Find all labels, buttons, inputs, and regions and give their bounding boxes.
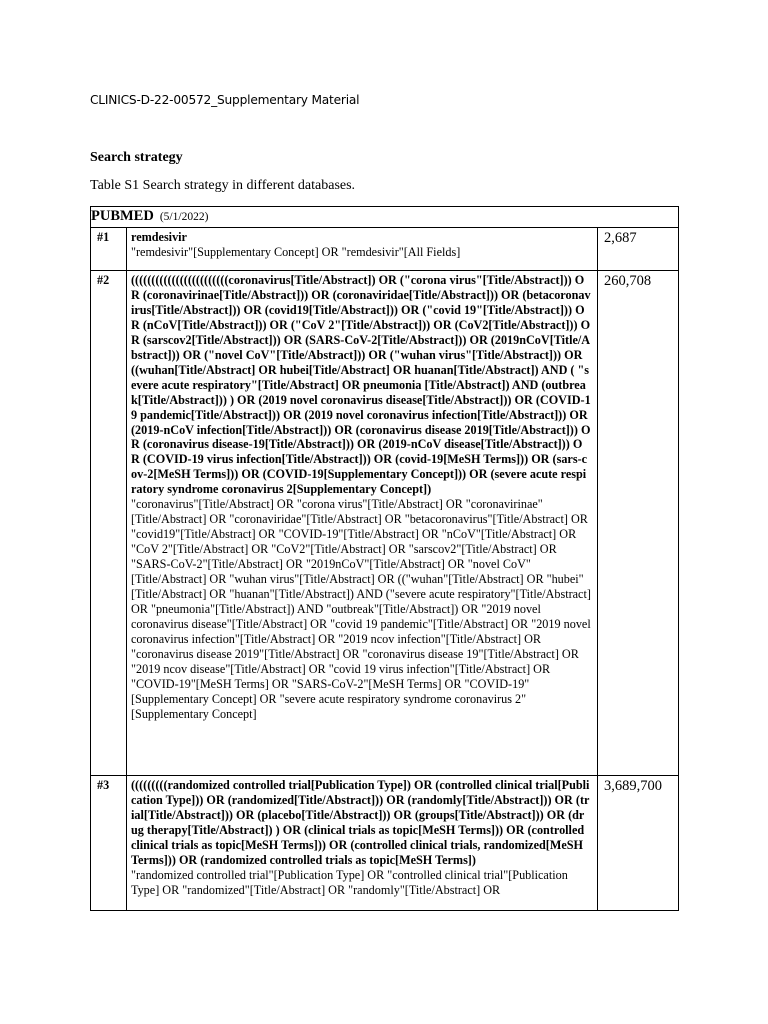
- table-header-row: [91, 207, 679, 228]
- section-heading: Search strategy: [90, 150, 183, 165]
- query-plain-text: "coronavirus"[Title/Abstract] OR "corona virus"[Title/Abstract] OR "coronavirinae"[Title/Abstract] OR "coronaviridae"[Title/Abstract] OR "betacoronavirus"[Title/Abstract] OR "covid19"[Title/Abstract] OR "COVID-19"[Title/Abstract] OR "nCoV"[Title/Abstract] OR "CoV 2"[Title/Abstract] OR "CoV2"[Title/Abstract] OR "sarscov2"[Title/Abstract] OR "SARS-CoV-2"[Title/Abstract] OR "2019nCoV"[Title/Abstract] OR "novel CoV"[Title/Abstract] OR "wuhan virus"[Title/Abstract] OR (("wuhan"[Title/Abstract] OR "hubei"[Title/Abstract] OR "huanan"[Title/Abstract]) AND ("severe acute respiratory"[Title/Abstract] OR "pneumonia"[Title/Abstract]) AND "outbreak"[Title/Abstract]) OR "2019 novel coronavirus disease"[Title/Abstract] OR "covid 19 pandemic"[Title/Abstract] OR "2019 novel coronavirus infection"[Title/Abstract] OR "2019 ncov infection"[Title/Abstract] OR "coronavirus disease 2019"[Title/Abstract] OR "coronavirus disease 19"[Title/Abstract] OR "2019 ncov disease"[Title/Abstract] OR "covid 19 virus infection"[Title/Abstract] OR "COVID-19"[MeSH Terms] OR "SARS-CoV-2"[MeSH Terms] OR "COVID-19"[Supplementary Concept] OR "severe acute respiratory syndrome coronavirus 2"[Supplementary Concept]: [131, 497, 591, 721]
- query-bold-text: (((((((((randomized controlled trial[Publication Type]) OR (controlled clinical trial[Publication Type])) OR (randomized[Title/Abstract])) OR (randomly[Title/Abstract])) OR (trial[Title/Abstract])) OR (placebo[Title/Abstract])) OR (groups[Title/Abstract])) OR (drug therapy[Title/Abstract]) ) OR (clinical trials as topic[MeSH Terms])) OR (controlled clinical trials as topic[MeSH Terms])) OR (controlled clinical trials, randomized[MeSH Terms])) OR (randomized controlled trials as topic[MeSH Terms]): [131, 778, 590, 867]
- step-number: #2: [91, 271, 127, 776]
- result-count: 2,687: [598, 228, 679, 271]
- query-cell: [127, 776, 598, 911]
- query-bold-text: ((((((((((((((((((((((((coronavirus[Title/Abstract]) OR ("corona virus"[Title/Abstract])) OR (coronavirinae[Title/Abstract])) OR (coronaviridae[Title/Abstract])) OR (betacoronavirus[Title/Abstract])) OR (covid19[Title/Abstract])) OR ("covid 19"[Title/Abstract])) OR (nCoV[Title/Abstract])) OR ("CoV 2"[Title/Abstract])) OR (CoV2[Title/Abstract])) OR (sarscov2[Title/Abstract])) OR (SARS-CoV-2[Title/Abstract])) OR (2019nCoV[Title/Abstract])) OR ("novel CoV"[Title/Abstract])) OR ("wuhan virus"[Title/Abstract])) OR ((wuhan[Title/Abstract] OR hubei[Title/Abstract] OR huanan[Title/Abstract]) AND ( "severe acute respiratory"[Title/Abstract] OR pneumonia [Title/Abstract]) AND (outbreak[Title/Abstract])) ) OR (2019 novel coronavirus disease[Title/Abstract])) OR (COVID-19 pandemic[Title/Abstract])) OR (2019 novel coronavirus infection[Title/Abstract])) OR (2019-nCoV infection[Title/Abstract])) OR (coronavirus disease 2019[Title/Abstract])) OR (coronavirus disease-19[Title/Abstract])) OR (2019-nCoV disease[Title/Abstract])) OR (COVID-19 virus infection[Title/Abstract])) OR (covid-19[MeSH Terms])) OR (sars-cov-2[MeSH Terms])) OR (COVID-19[Supplementary Concept])) OR (severe acute respiratory syndrome coronavirus 2[Supplementary Concept]): [131, 273, 591, 497]
- table-caption: Table S1 Search strategy in different databases.: [90, 178, 356, 193]
- table-row: [91, 228, 679, 271]
- result-count: 3,689,700: [598, 776, 679, 911]
- query-bold-text: remdesivir: [131, 230, 187, 244]
- database-name: PUBMED: [91, 208, 154, 224]
- document-id: CLINICS-D-22-00572_Supplementary Material: [90, 93, 360, 107]
- query-cell: [127, 228, 598, 271]
- database-header-cell: [91, 207, 679, 228]
- query-cell: [127, 271, 598, 776]
- search-date: (5/1/2022): [159, 211, 209, 223]
- table-row: [91, 271, 679, 776]
- table-row: [91, 776, 679, 911]
- query-plain-text: "remdesivir"[Supplementary Concept] OR "remdesivir"[All Fields]: [131, 244, 461, 259]
- result-count: 260,708: [598, 271, 679, 776]
- step-number: #3: [91, 776, 127, 911]
- query-plain-text: "randomized controlled trial"[Publication Type] OR "controlled clinical trial"[Publication Type] OR "randomized"[Title/Abstract] OR "randomly"[Title/Abstract] OR: [131, 867, 568, 897]
- step-number: #1: [91, 228, 127, 271]
- search-strategy-table: [90, 206, 679, 911]
